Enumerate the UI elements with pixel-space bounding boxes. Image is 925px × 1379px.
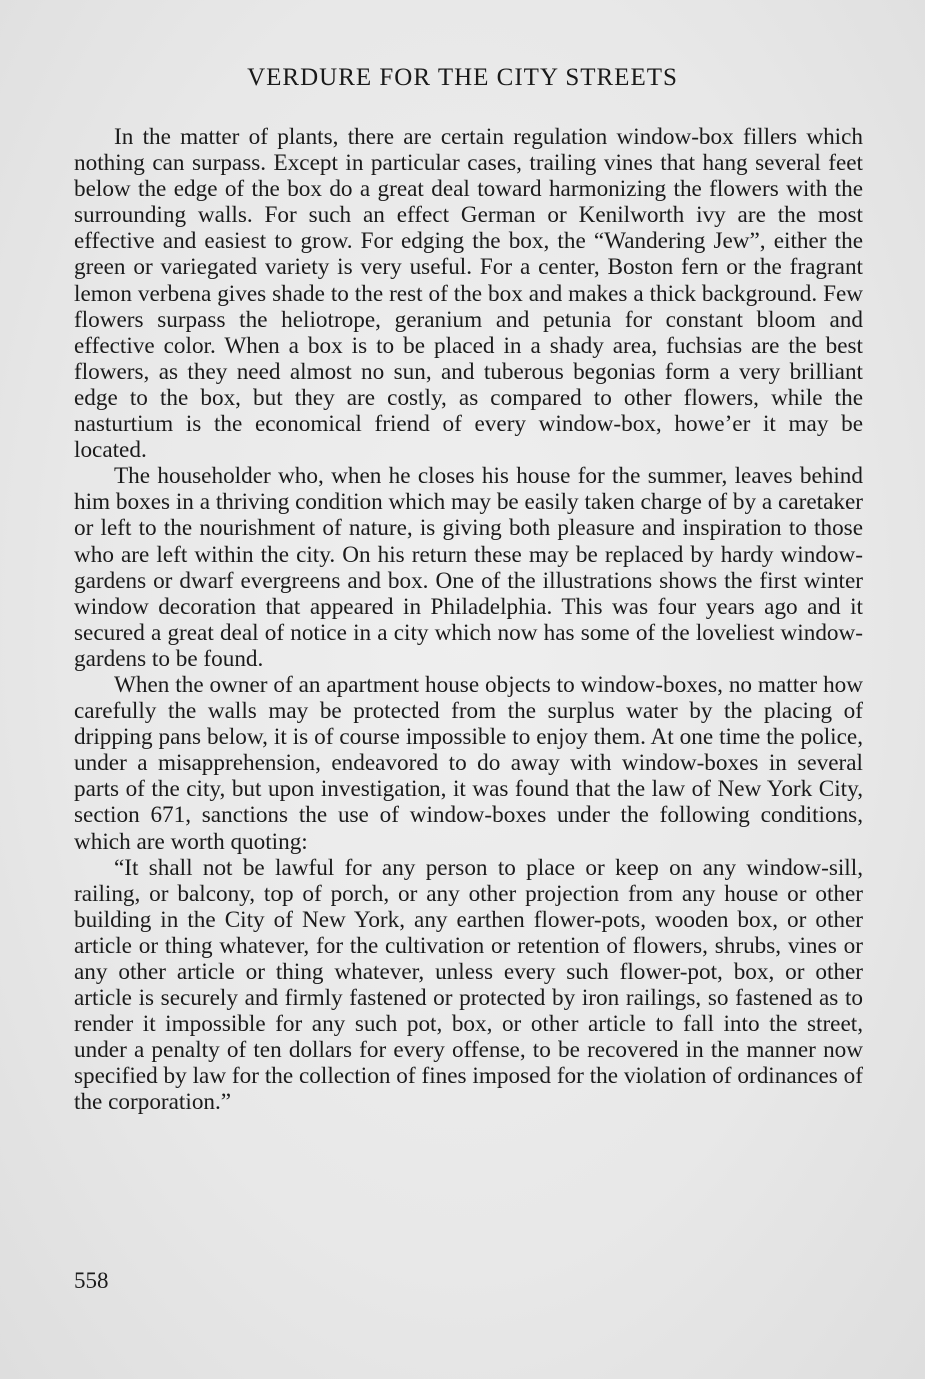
paragraph-householder: The householder who, when he closes his house for the summer, leaves behind him boxes in a thriving condition which may be easily taken charge of by a caretaker or left to the nourishment of nature, is giving both pleasure and inspiration to those who are left within the city. On his return these may be replaced by hardy window-gardens or dwarf evergreens and box. One of the illustrations shows the first winter window decoration that appeared in Philadelphia. This was four years ago and it secured a great deal of notice in a city which now has some of the loveliest window-gardens to be found. — [74, 463, 863, 672]
paragraph-law-quotation: “It shall not be lawful for any person to place or keep on any window-sill, railing, or balcony, top of porch, or any other projection from any house or other building in the City of New York, any earthen flower-pots, wooden box, or other article or thing whatever, for the cultivation or retention of flowers, shrubs, vines or any other article or thing whatever, unless every such flower-pot, box, or other article is securely and firmly fastened or protected by iron railings, so fastened as to render it impossible for any such pot, box, or other article to fall into the street, under a penalty of ten dollars for every offense, to be recovered in the manner now specified by law for the collection of fines imposed for the violation of ordinances of the corporation.” — [74, 854, 863, 1116]
paragraph-plants: In the matter of plants, there are certain regulation window-box fillers which nothing can surpass. Except in particular cases, trailing vines that hang several feet below the edge of the box do a great deal toward harmonizing the flowers with the surrounding walls. For such an effect German or Kenilworth ivy are the most effective and easiest to grow. For edging the box, the “Wandering Jew”, either the green or variegated variety is very useful. For a center, Boston fern or the fragrant lemon verbena gives shade to the rest of the box and makes a thick background. Few flowers surpass the heliotrope, geranium and petunia for constant bloom and effective color. When a box is to be placed in a shady area, fuchsias are the best flowers, as they need almost no sun, and tuberous begonias form a very brilliant edge to the box, but they are costly, as compared to other flowers, while the nasturtium is the economical friend of every window-box, howe’er it may be located. — [74, 124, 863, 464]
paragraph-apartment-owner: When the owner of an apartment house objects to window-boxes, no matter how carefully the walls may be protected from the surplus water by the placing of dripping pans below, it is of course impossible to enjoy them. At one time the police, under a misapprehension, endeavored to do away with window-boxes in several parts of the city, but upon investigation, it was found that the law of New York City, section 671, sanctions the use of window-boxes under the following conditions, which are worth quoting: — [74, 671, 863, 855]
page-number: 558 — [74, 1268, 109, 1293]
page-body — [74, 124, 863, 1116]
running-title: VERDURE FOR THE CITY STREETS — [247, 64, 678, 91]
